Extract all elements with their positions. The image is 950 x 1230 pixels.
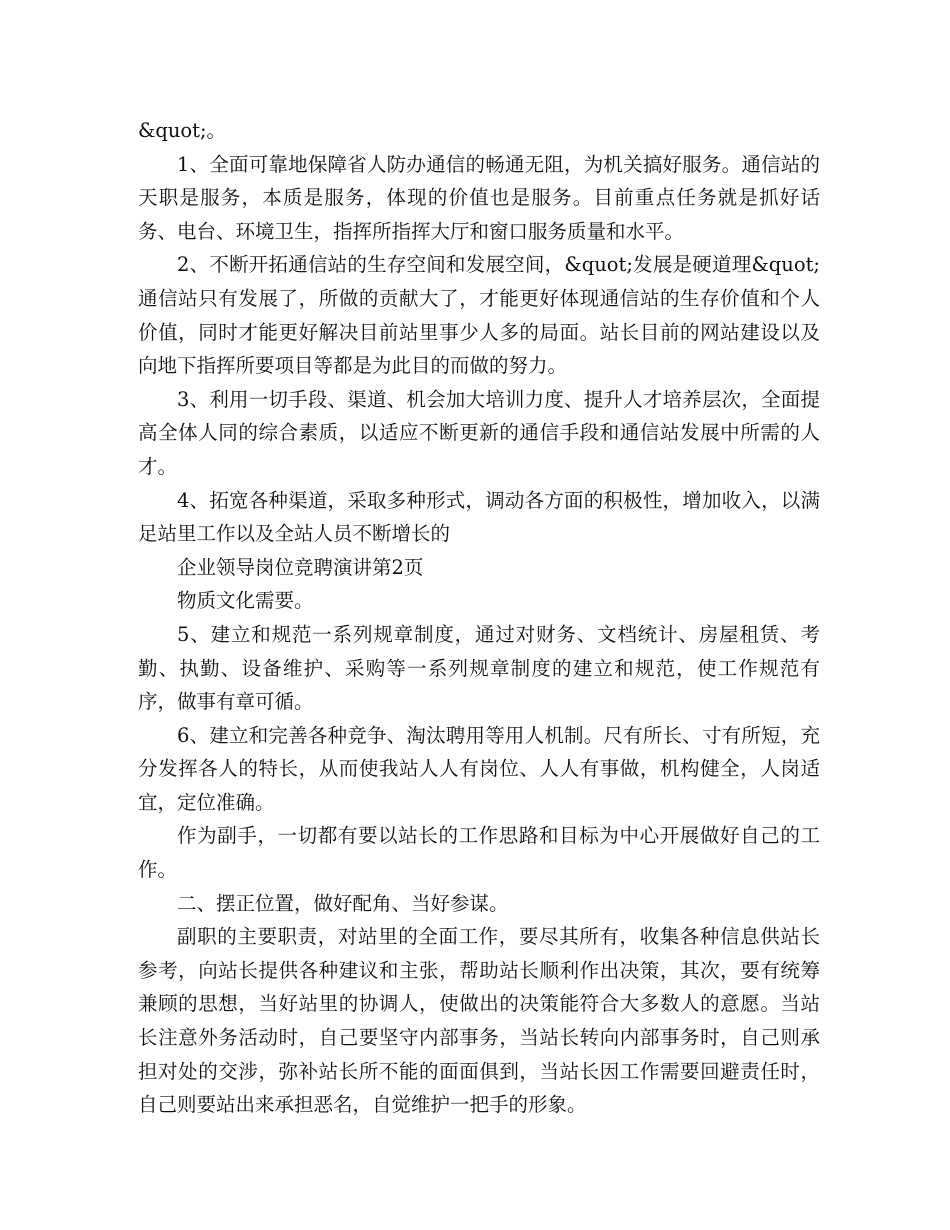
paragraph-item-6: 6、建立和完善各种竞争、淘汰聘用等用人机制。尺有所长、寸有所短，充分发挥各人的特长，从而使我站人人有岗位、人人有事做，机构健全，人岗适宜，定位准确。 bbox=[138, 723, 820, 814]
paragraph-deputy-role: 作为副手，一切都有要以站长的工作思路和目标为中心开展做好自己的工作。 bbox=[138, 824, 820, 882]
document-body bbox=[138, 114, 820, 1122]
paragraph-item-2: 2、不断开拓通信站的生存空间和发展空间，&quot;发展是硬道理&quot;通信站只有发展了，所做的贡献大了，才能更好体现通信站的生存价值和个人价值，同时才能更好解决目前站里事少人多的局面。站长目前的网站建设以及向地下指挥所要项目等都是为此目的而做的努力。 bbox=[138, 253, 820, 378]
paragraph-item-5: 5、建立和规范一系列规章制度，通过对财务、文档统计、房屋租赁、考勤、执勤、设备维护、采购等一系列规章制度的建立和规范，使工作规范有序，做事有章可循。 bbox=[138, 622, 820, 714]
paragraph-item-4: 4、拓宽各种渠道，采取多种形式，调动各方面的积极性，增加收入，以满足站里工作以及全站人员不断增长的 bbox=[138, 488, 820, 546]
paragraph-deputy-duties: 副职的主要职责，对站里的全面工作，要尽其所有，收集各种信息供站长参考，向站长提供各种建议和主张，帮助站长顺利作出决策，其次，要有统筹兼顾的思想，当好站里的协调人，使做出的决策能符合大多数人的意愿。当站长注意外务活动时，自己要坚守内部事务，当站长转向内部事务时，自己则承担对处的交涉，弥补站长所不能的面面俱到，当站长因工作需要回避责任时，自己则要站出来承担恶名，自觉维护一把手的形象。 bbox=[138, 925, 820, 1117]
paragraph-quote-fragment: &quot;。 bbox=[138, 119, 227, 142]
paragraph-item-1: 1、全面可靠地保障省人防办通信的畅通无阻，为机关搞好服务。通信站的天职是服务，本质是服务，体现的价值也是服务。目前重点任务就是抓好话务、电台、环境卫生，指挥所指挥大厅和窗口服务质量和水平。 bbox=[138, 152, 820, 243]
paragraph-item-3: 3、利用一切手段、渠道、机会加大培训力度、提升人才培养层次，全面提高全体人同的综合素质，以适应不断更新的通信手段和通信站发展中所需的人才。 bbox=[138, 387, 820, 478]
page-marker: 企业领导岗位竞聘演讲第2页 bbox=[177, 555, 424, 579]
section-heading-2: 二、摆正位置，做好配角、当好参谋。 bbox=[177, 891, 509, 915]
paragraph-item-4-continued: 物质文化需要。 bbox=[177, 589, 314, 613]
